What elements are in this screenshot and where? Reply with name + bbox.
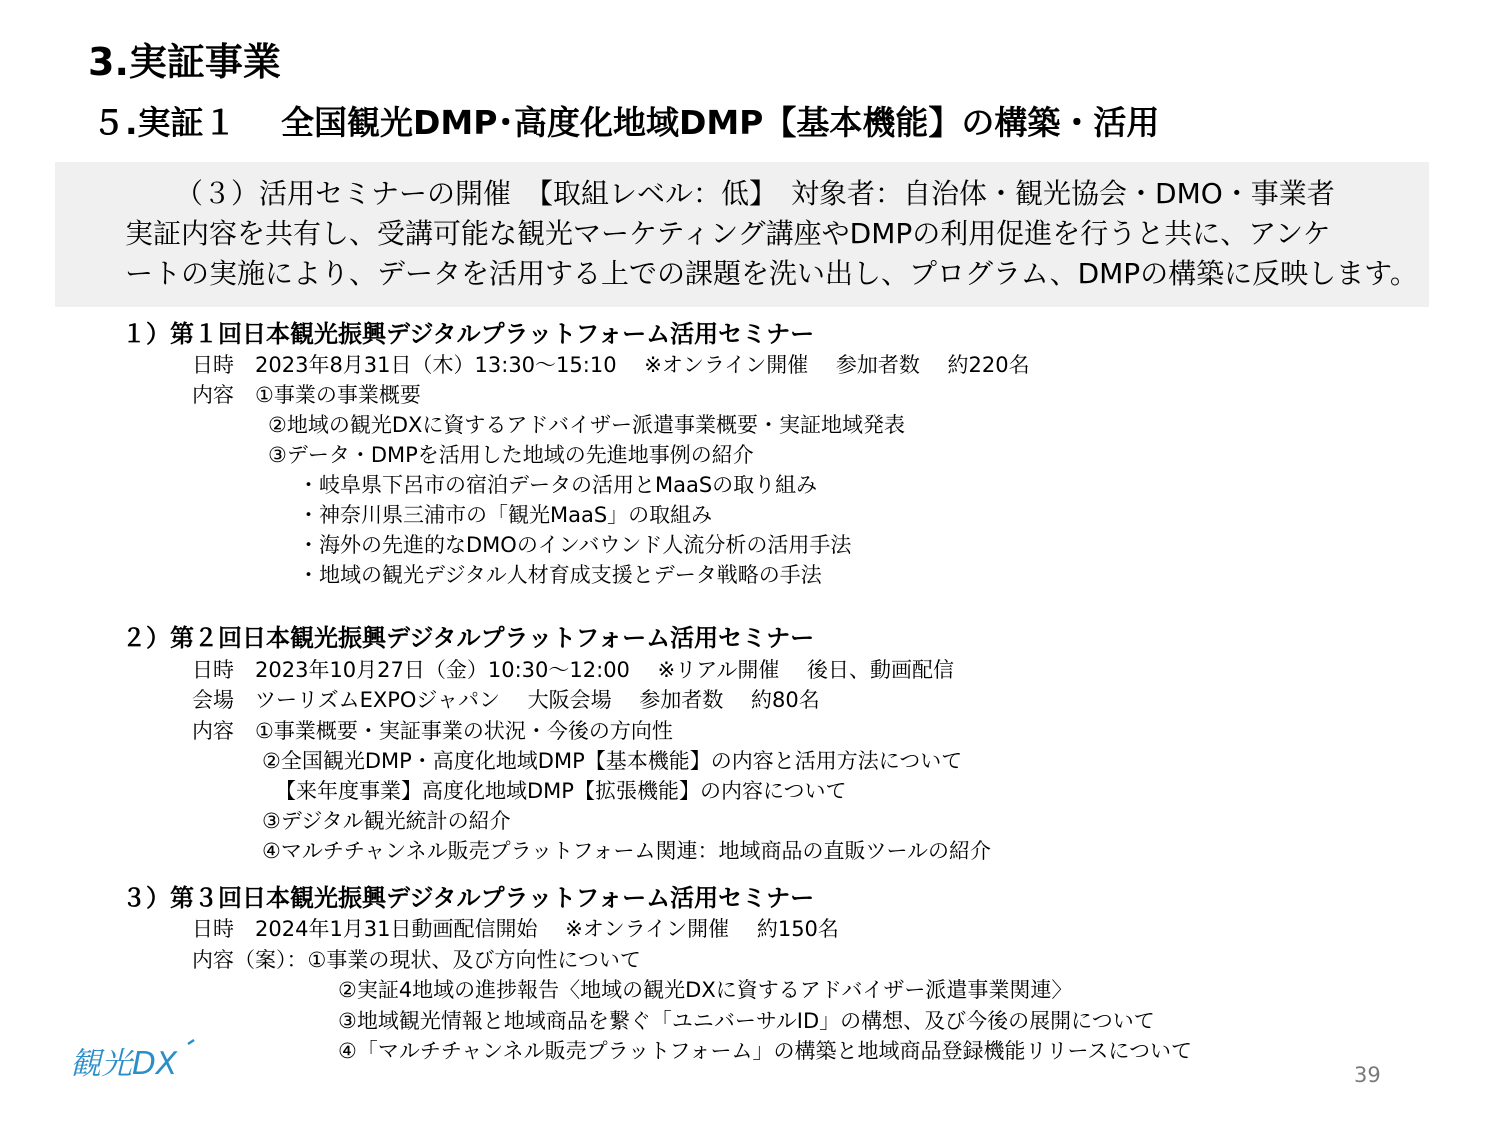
page-number: 39 — [1354, 1063, 1381, 1087]
seminar-3-content: ②実証4地域の進捗報告〈地域の観光DXに資するアドバイザー派遣事業関連〉 — [338, 978, 1073, 1002]
sub-title: ５.実証１ 全国観光DMP･高度化地域DMP【基本機能】の構築・活用 — [92, 103, 1160, 142]
seminar-1-content: ②地域の観光DXに資するアドバイザー派遣事業概要・実証地域発表 — [268, 413, 905, 437]
seminar-1-content: ・岐阜県下呂市の宿泊データの活用とMaaSの取り組み — [298, 473, 818, 497]
section-title: 3.実証事業 — [88, 40, 281, 84]
seminar-3-content: 内容（案）：①事業の現状、及び方向性について — [192, 948, 641, 972]
kanko-dx-logo — [70, 1038, 200, 1086]
seminar-2-datetime: 日時 2023年10月27日（金）10:30～12:00 ※リアル開催 後日、動画配信 — [192, 658, 955, 682]
seminar-1-content: ・海外の先進的なDMOのインバウンド人流分析の活用手法 — [298, 533, 852, 557]
summary-line: （３）活用セミナーの開催 【取組レベル：低】 対象者：自治体・観光協会・DMO・事業者 — [175, 177, 1335, 210]
seminar-2-content: ③デジタル観光統計の紹介 — [262, 809, 511, 833]
seminar-1-content: ③データ・DMPを活用した地域の先進地事例の紹介 — [268, 443, 754, 467]
seminar-1-content: ・地域の観光デジタル人材育成支援とデータ戦略の手法 — [298, 563, 822, 587]
seminar-1-content: 内容 ①事業の事業概要 — [192, 383, 421, 407]
seminar-3-title: ３）第３回日本観光振興デジタルプラットフォーム活用セミナー — [122, 884, 815, 912]
summary-line: 実証内容を共有し、受講可能な観光マーケティング講座やDMPの利用促進を行うと共に、アンケ — [125, 217, 1331, 250]
seminar-2-content: 【来年度事業】高度化地域DMP【拡張機能】の内容について — [275, 779, 847, 803]
seminar-2-title: ２）第２回日本観光振興デジタルプラットフォーム活用セミナー — [122, 624, 815, 652]
summary-box — [55, 162, 1429, 307]
seminar-2-venue: 会場 ツーリズムEXPOジャパン 大阪会場 参加者数 約80名 — [192, 688, 820, 712]
logo-text: 観光DX — [70, 1046, 178, 1082]
seminar-1-datetime: 日時 2023年8月31日（木）13:30～15:10 ※オンライン開催 参加者数 約220名 — [192, 353, 1030, 377]
logo-accent-stroke — [188, 1040, 194, 1044]
seminar-3-datetime: 日時 2024年1月31日動画配信開始 ※オンライン開催 約150名 — [192, 917, 839, 941]
summary-line: ートの実施により、データを活用する上での課題を洗い出し、プログラム、DMPの構築に反映します。 — [125, 257, 1418, 290]
seminar-2-content: ②全国観光DMP・高度化地域DMP【基本機能】の内容と活用方法について — [262, 749, 963, 773]
seminar-3-content: ③地域観光情報と地域商品を繋ぐ「ユニバーサルID」の構想、及び今後の展開について — [338, 1009, 1155, 1033]
seminar-1-title: １）第１回日本観光振興デジタルプラットフォーム活用セミナー — [122, 320, 815, 348]
seminar-2-content: ④マルチチャンネル販売プラットフォーム関連：地域商品の直販ツールの紹介 — [262, 839, 992, 863]
seminar-1-content: ・神奈川県三浦市の「観光MaaS」の取組み — [298, 503, 713, 527]
seminar-2-content: 内容 ①事業概要・実証事業の状況・今後の方向性 — [192, 719, 673, 743]
seminar-3-content: ④「マルチチャンネル販売プラットフォーム」の構築と地域商品登録機能リリースについて — [338, 1039, 1192, 1063]
